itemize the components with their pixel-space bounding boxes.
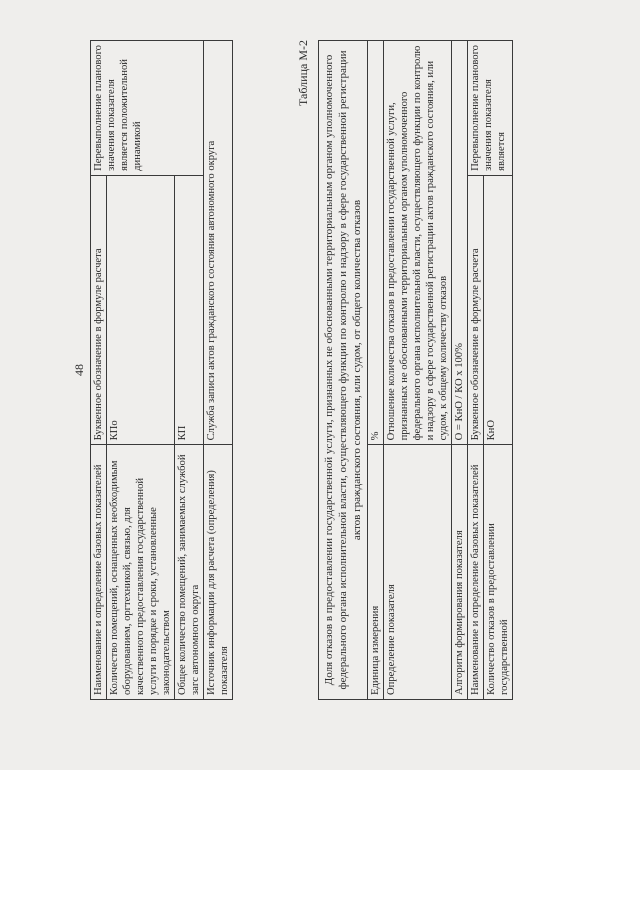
table-row [368,41,384,700]
indicator-table-continued [90,40,233,700]
table-title-cell: Доля отказов в предоставлении государственной услуги, признанных не обоснованными территориальным органом уполномоченного федерального органа исполнительной власти, осуществляющего функции по контролю и надзору в сфере государственной регистрации актов гражданского состояния, или судом, от общего количества отказов [319,41,368,700]
row-symbol-cell: КПо [107,175,175,445]
table-row [384,41,452,700]
source-label-cell: Источник информации для расчета (определения) показателя [204,445,233,700]
header-cell-symbol: Буквенное обозначение в формуле расчета [468,175,484,445]
rotated-landscape-page [30,0,630,740]
table-caption: Таблица М-2 [296,40,310,106]
table-header-row [468,41,484,700]
source-value-cell: Служба записи актов гражданского состояния автономного округа [204,41,233,445]
table-header-row [91,41,107,700]
row-name-cell: Количество помещений, оснащенных необходимым оборудованием, оргтехникой, связью, для качественного предоставления государственной услуги в порядке и сроки, установленные законодательством [107,445,175,700]
definition-value-cell: Отношение количества отказов в предоставлении государственной услуги, признанных не обоснованными территориальным органом уполномоченного федерального органа исполнительной власти, осуществляющего функции по контролю и надзору в сфере государственной регистрации актов гражданского состояния, или судом, к общему количеству отказов [384,41,452,445]
algorithm-value-cell: О = КнО / КО х 100% [452,41,468,445]
row-symbol-cell: КнО [484,175,513,445]
header-cell-name: Наименование и определение базовых показателей [468,445,484,700]
indicator-table-m2 [318,40,513,700]
table-row-source [204,41,233,700]
table-title-row [319,41,368,700]
page-number: 48 [72,364,86,376]
header-cell-symbol: Буквенное обозначение в формуле расчета [91,175,107,445]
header-cell-dynamics: Перевыполнение планового значения показателя является [468,41,513,176]
unit-value-cell: % [368,41,384,445]
row-name-cell: Общее количество помещений, занимаемых службой загс автономного округа [175,445,204,700]
definition-label-cell: Определение показателя [384,445,452,700]
row-name-cell: Количество отказов в предоставлении государственной [484,445,513,700]
header-cell-dynamics: Перевыполнение планового значения показателя является положительной динамикой [91,41,204,176]
row-symbol-cell: КП [175,175,204,445]
header-cell-name: Наименование и определение базовых показателей [91,445,107,700]
table-row [452,41,468,700]
unit-label-cell: Единица измерения [368,445,384,700]
algorithm-label-cell: Алгоритм формирования показателя [452,445,468,700]
